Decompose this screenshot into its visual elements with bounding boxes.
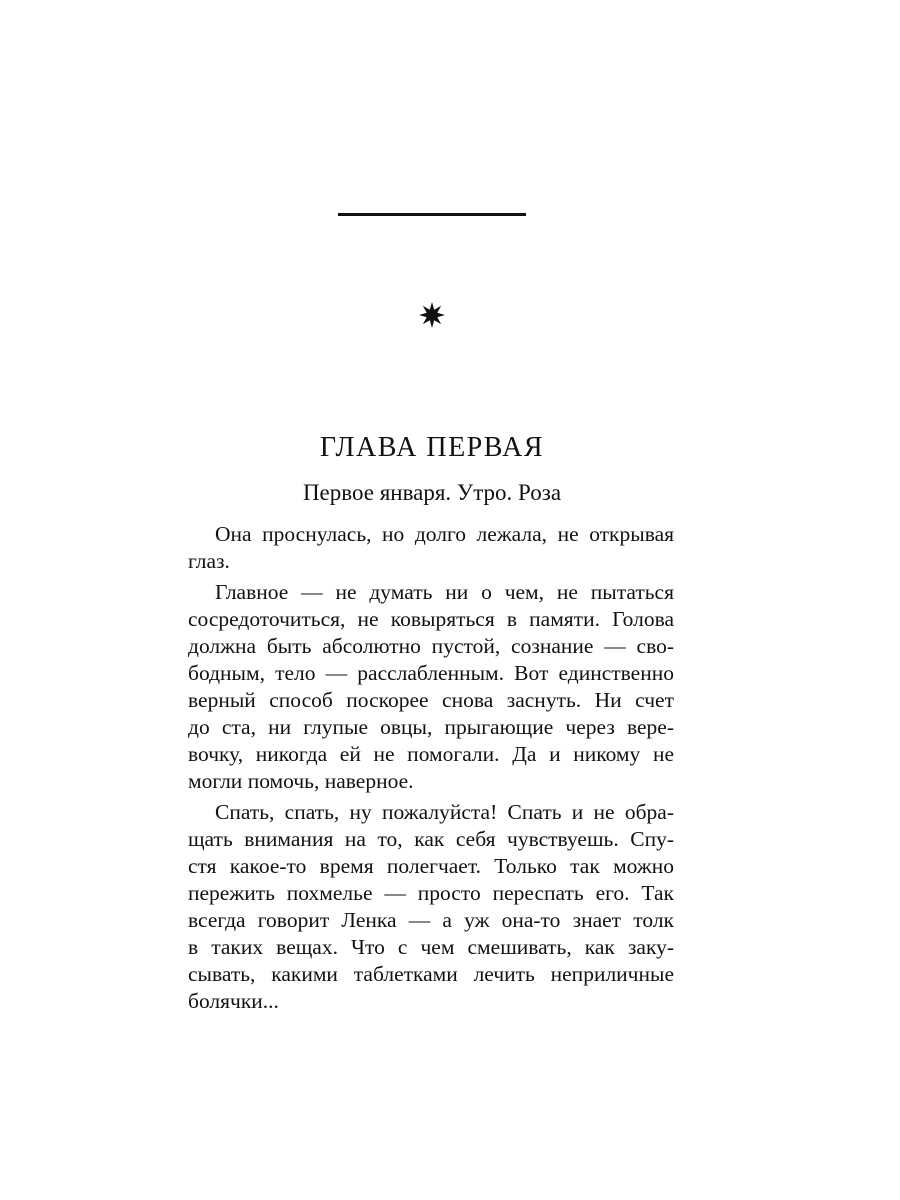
text-line: сосредоточиться, не ковыряться в памяти. Голова (188, 607, 674, 631)
text-line: Главное — не думать ни о чем, не пытаться (215, 580, 674, 604)
text-line: могли помочь, наверное. (188, 769, 414, 793)
text-line: в таких вещах. Что с чем смешивать, как заку- (188, 935, 674, 959)
text-line: болячки... (188, 989, 279, 1013)
decorative-rule (338, 213, 526, 216)
paragraph-2 (188, 579, 674, 795)
text-line: стя какое-то время полегчает. Только так можно (188, 854, 674, 878)
text-line: всегда говорит Ленка — а уж она-то знает толк (188, 908, 674, 932)
paragraph-3 (188, 799, 674, 1015)
text-line: пережить похмелье — просто переспать его. Так (188, 881, 674, 905)
text-line: вочку, никогда ей не помогали. Да и никому не (188, 742, 674, 766)
chapter-subtitle: Первое января. Утро. Роза (302, 480, 562, 505)
paragraph-1 (188, 521, 674, 575)
text-line: должна быть абсолютно пустой, сознание — сво- (188, 634, 674, 658)
text-line: бодным, тело — расслабленным. Вот единственно (188, 661, 674, 685)
body-text (188, 521, 674, 1015)
text-line: глаз. (188, 549, 230, 573)
chapter-title: ГЛАВА ПЕРВАЯ (319, 432, 545, 463)
text-line: Спать, спать, ну пожалуйста! Спать и не обра- (215, 800, 674, 824)
text-line: до ста, ни глупые овцы, прыгающие через вере- (188, 715, 674, 739)
text-line: Она проснулась, но долго лежала, не открывая (215, 522, 674, 546)
text-line: верный способ поскорее снова заснуть. Ни счет (188, 688, 674, 712)
text-line: сывать, какими таблетками лечить неприличные (188, 962, 674, 986)
text-line: щать внимания на то, как себя чувствуешь. Спу- (188, 827, 674, 851)
eight-point-star-icon (419, 302, 445, 328)
